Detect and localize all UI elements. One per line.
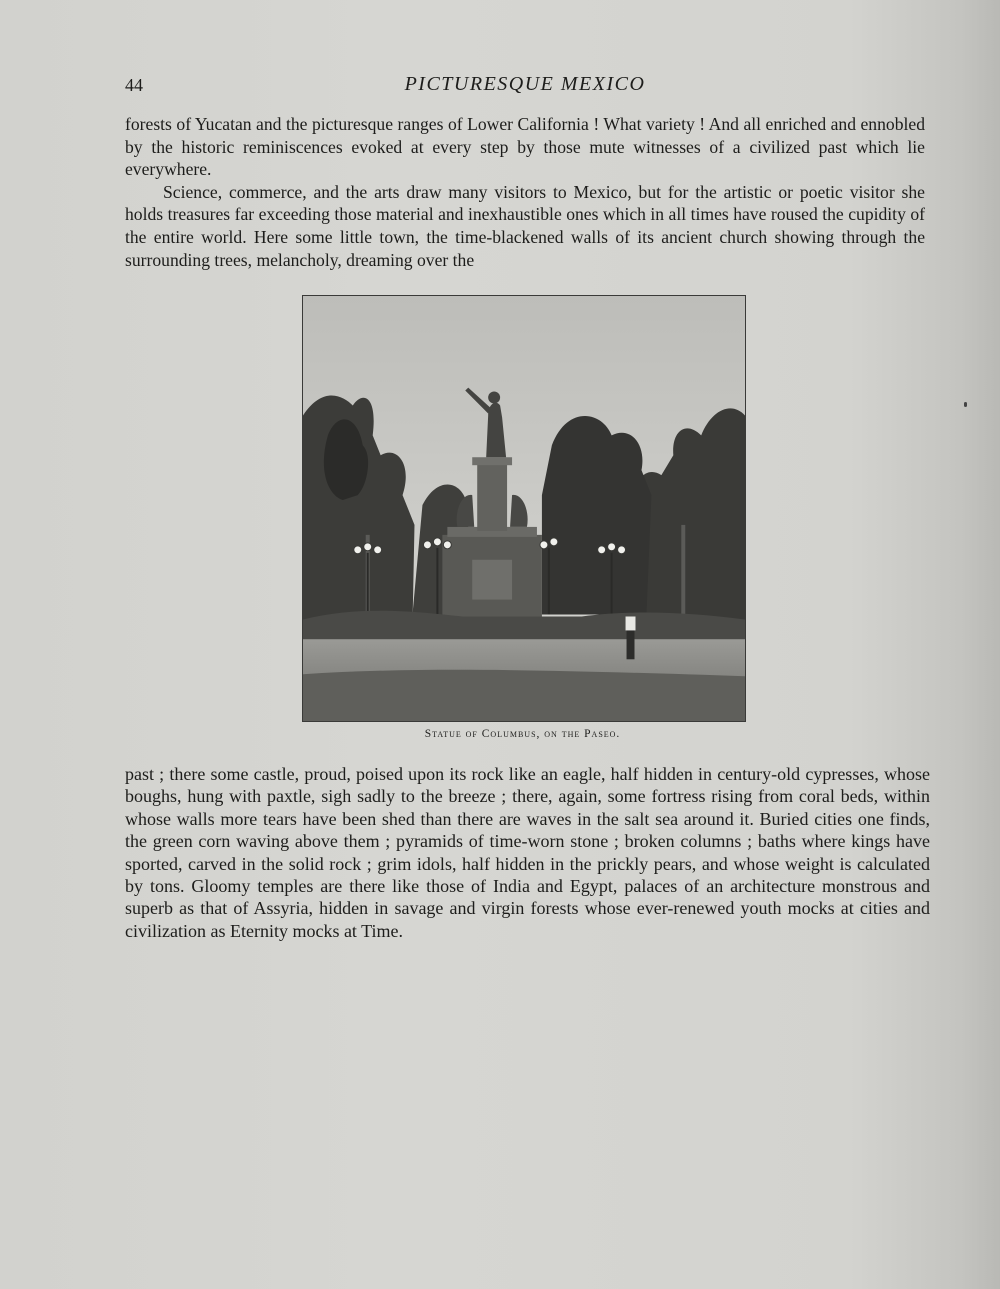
running-head: PICTURESQUE MEXICO: [404, 73, 646, 95]
page-number: 44: [125, 75, 143, 95]
text-block-bottom: [125, 763, 930, 942]
paragraph-1: forests of Yucatan and the picturesque ranges of Lower California ! What variety ! And all enriched and ennobled by the historic reminiscences evoked at every step by those mute witnesses of a civilized past which lie everywhere.: [125, 114, 925, 180]
photo-plate-columbus-statue: [302, 295, 746, 722]
text-block-top: [125, 113, 925, 271]
paragraph-3: past ; there some castle, proud, poised upon its rock like an eagle, half hidden in century-old cypresses, whose boughs, hung with paxtle, sigh sadly to the breeze ; there, again, some fortress rising from coral beds, within whose walls more tears have been shed than there are waves in the salt sea around it. Buried cities one finds, the green corn waving above them ; pyramids of time-worn stone ; broken columns ; baths where kings have sported, carved in the solid rock ; grim idols, half hidden in the prickly pears, and whose weight is calculated by tons. Gloomy temples are there like those of India and Egypt, palaces of an architecture monstrous and superb as that of Assyria, hidden in savage and virgin forests whose ever-renewed youth mocks at cities and civilization as Eternity mocks at Time.: [125, 764, 930, 941]
figure-caption: Statue of Columbus, on the Paseo.: [424, 728, 621, 740]
paragraph-2: Science, commerce, and the arts draw many visitors to Mexico, but for the artistic or poetic visitor she holds treasures far exceeding those material and inexhaustible ones which in all times have roused the cupidity of the entire world. Here some little town, the time-blackened walls of its ancient church showing through the surrounding trees, melancholy, dreaming over the: [125, 181, 925, 270]
photo-illustration: [303, 296, 745, 721]
ink-speck: [964, 402, 967, 407]
